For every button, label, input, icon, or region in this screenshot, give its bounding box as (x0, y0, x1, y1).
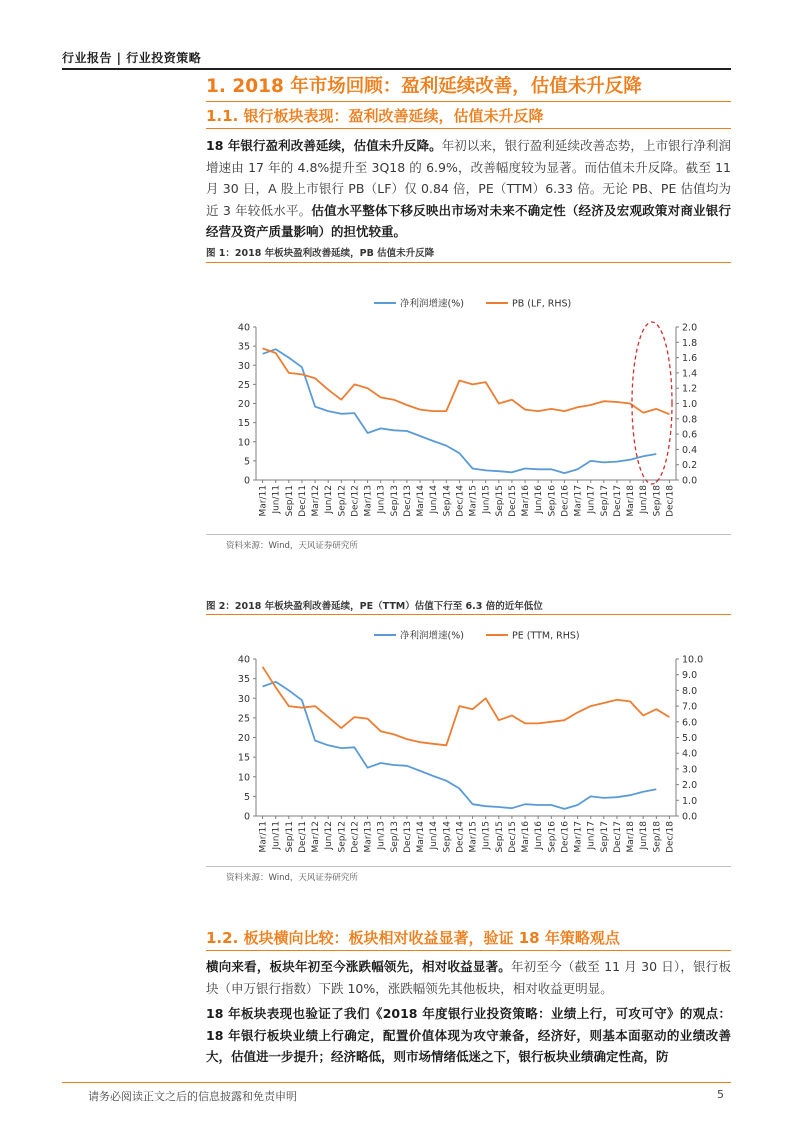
left-tick-label: 25 (237, 379, 250, 391)
x-tick-label: Dec/18 (665, 485, 676, 517)
left-tick-label: 25 (237, 713, 250, 725)
right-tick-label: 5.0 (682, 733, 698, 744)
x-tick-label: Sep/11 (284, 821, 295, 853)
figure-2-chart (206, 618, 731, 864)
x-tick-label: Dec/18 (665, 821, 676, 853)
x-tick-label: Mar/14 (416, 821, 427, 853)
x-tick-label: Mar/11 (258, 821, 269, 853)
right-tick-label: 1.2 (682, 383, 698, 395)
figure-1-bottom-rule (206, 534, 731, 535)
left-tick-label: 20 (237, 733, 250, 744)
page-number: 5 (717, 1088, 724, 1101)
x-tick-label: Jun/18 (639, 821, 650, 850)
right-tick-label: 7.0 (682, 701, 698, 713)
x-tick-label: Mar/12 (311, 485, 322, 517)
header-divider (62, 68, 731, 70)
series-line-profit-growth (263, 349, 657, 473)
left-tick-label: 10 (237, 772, 250, 784)
x-tick-label: Dec/11 (297, 485, 308, 517)
figure-2-title: 图 2：2018 年板块盈利改善延续，PE（TTM）估值下行至 6.3 倍的近年低位 (206, 601, 543, 612)
section-1-2-paragraph-1 (206, 956, 731, 999)
legend-label: 净利润增速(%) (400, 298, 464, 310)
x-tick-label: Mar/13 (363, 485, 374, 517)
left-tick-label: 30 (237, 693, 250, 705)
x-tick-label: Jun/16 (534, 485, 545, 514)
right-tick-label: 0.8 (682, 414, 698, 426)
x-tick-label: Dec/13 (402, 821, 413, 853)
x-tick-label: Mar/11 (258, 485, 269, 517)
left-tick-label: 5 (243, 791, 250, 803)
x-tick-label: Mar/18 (626, 821, 637, 853)
x-tick-label: Sep/14 (442, 821, 453, 853)
x-tick-label: Jun/14 (429, 485, 440, 514)
right-tick-label: 0.0 (682, 475, 698, 487)
para2-bold: 18 年板块表现也验证了我们《2018 年度银行业投资策略：业绩上行，可攻可守》的观点：18 年银行板块业绩上行确定，配置价值体现为攻守兼备，经济好，则基本面驱动的业绩改善大，估值进一步提升；经济略低，则市场情绪低迷之下，银行板块业绩确定性高，防 (206, 1006, 731, 1065)
right-tick-label: 6.0 (682, 717, 698, 729)
right-tick-label: 8.0 (682, 685, 698, 697)
x-tick-label: Mar/14 (416, 485, 427, 517)
x-tick-label: Jun/16 (534, 821, 545, 850)
x-tick-label: Mar/16 (521, 821, 532, 853)
x-tick-label: Jun/13 (376, 485, 387, 514)
series-line-valuation (263, 667, 670, 746)
para-bold-lead: 18 年银行盈利改善延续，估值未升反降。 (206, 138, 442, 153)
x-tick-label: Sep/15 (494, 485, 505, 517)
right-tick-label: 10.0 (682, 654, 704, 666)
right-tick-label: 0.2 (682, 460, 698, 472)
right-tick-label: 0.6 (682, 429, 698, 441)
x-tick-label: Jun/15 (481, 485, 492, 514)
highlight-ellipse (632, 322, 672, 484)
para-body: 年初以来，银行盈利延续改善态势，上市银行净利润增速由 17 年的 4.8%提升至 3Q18 的 6.9%，改善幅度较为显著。而估值未升反降。截至 11 月 30 日，A 股上市银行 PB（LF）仅 0.84 倍，PE（TTM）6.33 倍。无论 PB、PE 估值均为近 3 年较低水平。 (206, 138, 731, 218)
section-1-title: 1. 2018 年市场回顾：盈利延续改善，估值未升反降 (206, 76, 642, 97)
x-tick-label: Dec/14 (455, 485, 466, 517)
x-tick-label: Mar/15 (468, 821, 479, 853)
section-1-1-title: 1.1. 银行板块表现：盈利改善延续，估值未升反降 (206, 107, 544, 125)
x-tick-label: Dec/14 (455, 821, 466, 853)
left-tick-label: 5 (243, 456, 250, 468)
figure-2-source: 资料来源：Wind，天风证券研究所 (226, 873, 358, 883)
x-tick-label: Jun/18 (639, 485, 650, 514)
x-tick-label: Dec/17 (612, 821, 623, 853)
x-tick-label: Dec/17 (612, 485, 623, 517)
x-tick-label: Dec/11 (297, 821, 308, 853)
right-tick-label: 3.0 (682, 764, 698, 776)
right-tick-label: 2.0 (682, 322, 698, 334)
right-tick-label: 1.4 (682, 368, 698, 380)
left-tick-label: 10 (237, 437, 250, 449)
footer-disclaimer: 请务必阅读正文之后的信息披露和免责申明 (88, 1090, 297, 1103)
section-1-2-title: 1.2. 板块横向比较：板块相对收益显著，验证 18 年策略观点 (206, 929, 620, 947)
x-tick-label: Jun/12 (324, 485, 335, 514)
figure-2-bottom-rule (206, 866, 731, 867)
legend-label: PB (LF, RHS) (512, 298, 572, 310)
right-tick-label: 9.0 (682, 670, 698, 682)
x-tick-label: Jun/17 (586, 485, 597, 514)
right-tick-label: 1.6 (682, 353, 698, 365)
x-tick-label: Jun/15 (481, 821, 492, 850)
right-tick-label: 1.0 (682, 795, 698, 807)
x-tick-label: Sep/13 (389, 821, 400, 853)
section-1-2-paragraph-2 (206, 1003, 731, 1068)
x-tick-label: Sep/12 (337, 821, 348, 853)
x-tick-label: Jun/13 (376, 821, 387, 850)
left-tick-label: 0 (243, 475, 250, 487)
x-tick-label: Dec/15 (507, 485, 518, 517)
x-tick-label: Sep/18 (652, 821, 663, 853)
series-line-valuation (263, 348, 670, 414)
figure-1-source: 资料来源：Wind，天风证券研究所 (226, 541, 358, 551)
left-tick-label: 0 (243, 811, 250, 823)
x-tick-label: Sep/17 (599, 485, 610, 517)
footer-divider (62, 1082, 731, 1083)
x-tick-label: Sep/12 (337, 485, 348, 517)
right-tick-label: 0.4 (682, 444, 698, 456)
left-tick-label: 15 (237, 752, 250, 764)
x-tick-label: Dec/12 (350, 485, 361, 517)
figure-1-chart (206, 286, 731, 530)
x-tick-label: Sep/18 (652, 485, 663, 517)
para1-bold-lead: 横向来看，板块年初至今涨跌幅领先，相对收益显著。 (206, 959, 511, 974)
left-tick-label: 40 (237, 654, 250, 666)
x-tick-label: Mar/12 (311, 821, 322, 853)
x-tick-label: Dec/16 (560, 821, 571, 853)
series-line-profit-growth (263, 682, 657, 809)
x-tick-label: Mar/15 (468, 485, 479, 517)
x-tick-label: Dec/16 (560, 485, 571, 517)
x-tick-label: Jun/12 (324, 821, 335, 850)
figure-2-top-rule (206, 614, 731, 615)
x-tick-label: Jun/17 (586, 821, 597, 850)
x-tick-label: Dec/13 (402, 485, 413, 517)
x-tick-label: Sep/16 (547, 485, 558, 517)
left-tick-label: 30 (237, 360, 250, 372)
x-tick-label: Sep/14 (442, 485, 453, 517)
section-1-1-divider (206, 128, 731, 129)
section-1-divider (206, 101, 731, 102)
x-tick-label: Sep/16 (547, 821, 558, 853)
left-tick-label: 15 (237, 418, 250, 430)
x-tick-label: Dec/12 (350, 821, 361, 853)
right-tick-label: 4.0 (682, 748, 698, 760)
left-tick-label: 35 (237, 341, 250, 353)
x-tick-label: Mar/13 (363, 821, 374, 853)
section-1-1-paragraph (206, 135, 731, 243)
right-tick-label: 1.0 (682, 399, 698, 410)
figure-1-top-rule (206, 262, 731, 263)
section-1-2-divider (206, 950, 731, 951)
right-tick-label: 0.0 (682, 811, 698, 823)
x-tick-label: Sep/15 (494, 821, 505, 853)
x-tick-label: Jun/11 (271, 821, 282, 850)
x-tick-label: Jun/14 (429, 821, 440, 850)
x-tick-label: Mar/16 (521, 485, 532, 517)
figure-1-title: 图 1：2018 年板块盈利改善延续，PB 估值未升反降 (206, 248, 435, 259)
report-header: 行业报告 | 行业投资策略 (62, 51, 202, 65)
x-tick-label: Mar/17 (573, 821, 584, 853)
para1-body: 年初至今（截至 11 月 30 日），银行板块（申万银行指数）下跌 10%，涨跌幅领先其他板块，相对收益更明显。 (206, 959, 731, 996)
left-tick-label: 35 (237, 674, 250, 686)
x-tick-label: Sep/17 (599, 821, 610, 853)
para-bold-tail: 估值水平整体下移反映出市场对未来不确定性（经济及宏观政策对商业银行经营及资产质量影响）的担忧较重。 (206, 202, 731, 240)
x-tick-label: Mar/18 (626, 485, 637, 517)
x-tick-label: Sep/11 (284, 485, 295, 517)
right-tick-label: 1.8 (682, 337, 698, 349)
left-tick-label: 40 (237, 322, 250, 334)
x-tick-label: Sep/13 (389, 485, 400, 517)
x-tick-label: Dec/15 (507, 821, 518, 853)
right-tick-label: 2.0 (682, 780, 698, 792)
legend-label: 净利润增速(%) (400, 630, 464, 642)
left-tick-label: 20 (237, 399, 250, 410)
legend-label: PE (TTM, RHS) (512, 630, 580, 642)
x-tick-label: Mar/17 (573, 485, 584, 517)
x-tick-label: Jun/11 (271, 485, 282, 514)
